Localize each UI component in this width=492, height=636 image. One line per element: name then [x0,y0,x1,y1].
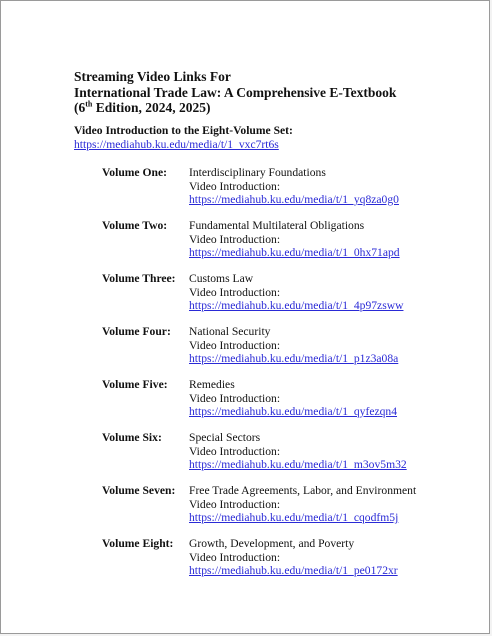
volume-row-one [102,166,472,219]
volume-row-six [102,431,472,484]
title-line-1: Streaming Video Links For [74,69,231,84]
volume-video-link[interactable]: https://mediahub.ku.edu/media/t/1_pe0172xr [189,564,398,577]
volume-label: Volume Eight: [102,537,174,550]
volume-video-link[interactable]: https://mediahub.ku.edu/media/t/1_qyfezqn4 [189,405,398,418]
volume-label: Volume Seven: [102,484,176,497]
volume-details [189,219,400,260]
video-intro-label: Video Introduction: [189,550,281,564]
video-intro-label: Video Introduction: [189,444,281,458]
volume-details [189,484,416,525]
volume-subject: Customs Law [189,272,254,285]
volume-details [189,537,398,578]
video-intro-label: Video Introduction: [189,285,281,299]
document-title [74,69,396,116]
volume-video-link[interactable]: https://mediahub.ku.edu/media/t/1_cqodfm5j [189,511,399,524]
volume-subject: Interdisciplinary Foundations [189,166,326,179]
volume-subject: Remedies [189,378,235,391]
volume-subject: Growth, Development, and Poverty [189,537,355,550]
volume-subject: National Security [189,325,271,338]
volume-label: Volume Two: [102,219,168,232]
volume-details [189,325,398,366]
edition-prefix: (6 [74,100,86,115]
volume-video-link[interactable]: https://mediahub.ku.edu/media/t/1_4p97zsww [189,299,404,312]
volume-label: Volume Four: [102,325,171,338]
set-intro-label: Video Introduction to the Eight-Volume Set: [74,124,293,137]
video-intro-label: Video Introduction: [189,232,281,246]
volume-row-two [102,219,472,272]
video-intro-label: Video Introduction: [189,179,281,193]
volume-list [102,166,472,590]
volume-video-link[interactable]: https://mediahub.ku.edu/media/t/1_0hx71apd [189,246,400,259]
volume-row-eight [102,537,472,590]
volume-details [189,166,399,207]
volume-label: Volume Three: [102,272,176,285]
volume-label: Volume Six: [102,431,162,444]
set-introduction [74,124,293,151]
volume-subject: Special Sectors [189,431,261,444]
volume-video-link[interactable]: https://mediahub.ku.edu/media/t/1_m3ov5m32 [189,458,407,471]
volume-video-link[interactable]: https://mediahub.ku.edu/media/t/1_p1z3a08a [189,352,399,365]
volume-details [189,431,407,472]
title-line-2: International Trade Law: A Comprehensive E-Textbook [74,84,397,100]
volume-row-three [102,272,472,325]
volume-subject: Free Trade Agreements, Labor, and Environment [189,484,417,497]
volume-row-four [102,325,472,378]
video-intro-label: Video Introduction: [189,391,281,405]
video-intro-label: Video Introduction: [189,338,281,352]
volume-video-link[interactable]: https://mediahub.ku.edu/media/t/1_yq8za0g0 [189,193,399,206]
edition-superscript: th [85,99,93,109]
video-intro-label: Video Introduction: [189,497,281,511]
volume-label: Volume One: [102,166,167,179]
volume-details [189,272,403,313]
volume-row-seven [102,484,472,537]
edition-suffix: Edition, 2024, 2025) [92,100,211,115]
volume-label: Volume Five: [102,378,168,391]
volume-subject: Fundamental Multilateral Obligations [189,219,365,232]
volume-details [189,378,397,419]
set-intro-link[interactable]: https://mediahub.ku.edu/media/t/1_vxc7rt6s [74,137,279,151]
title-line-3 [74,100,396,116]
volume-row-five [102,378,472,431]
